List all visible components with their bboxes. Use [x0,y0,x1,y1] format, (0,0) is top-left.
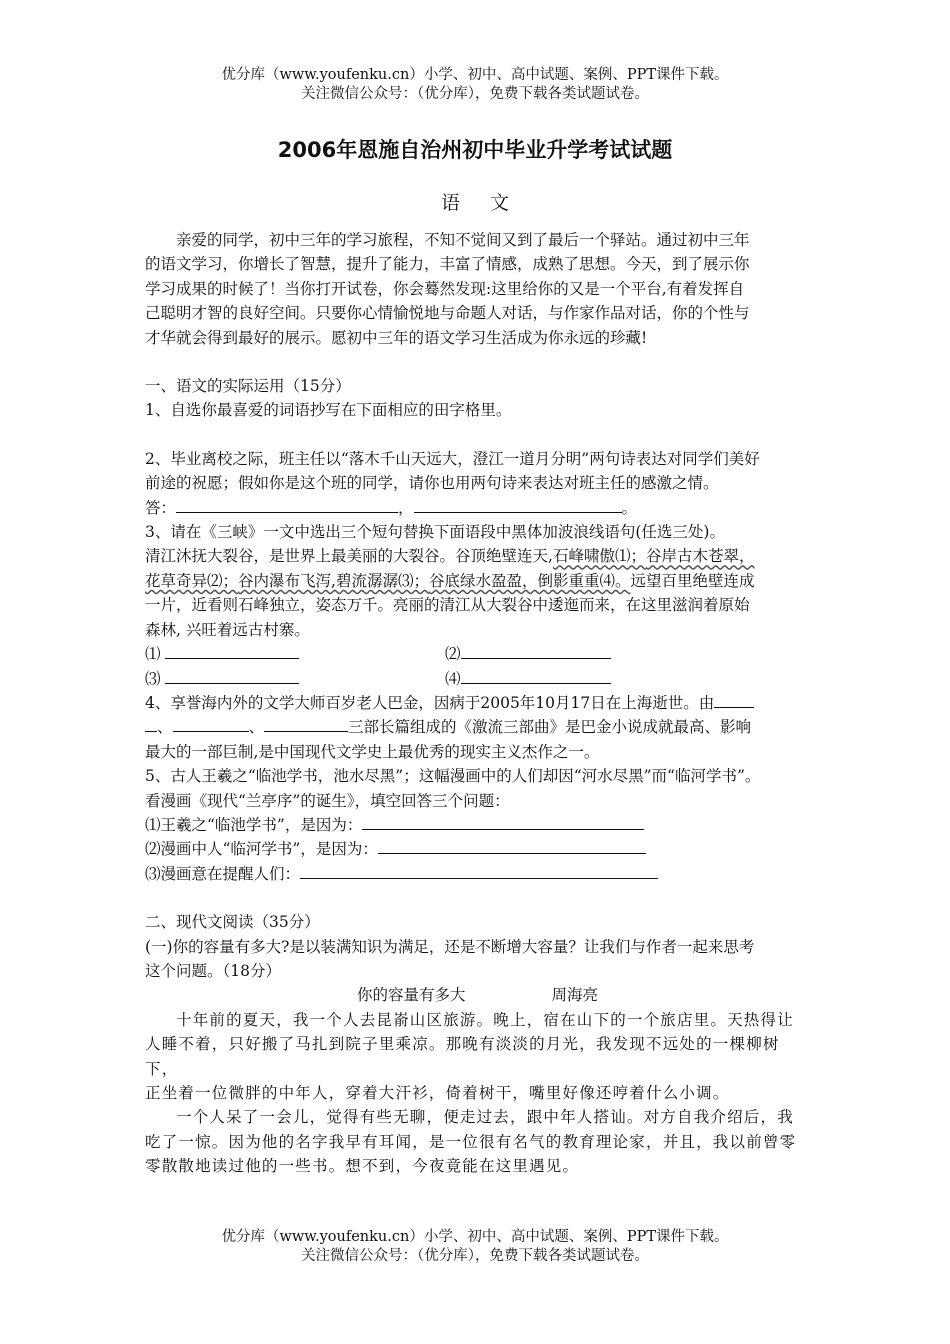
q3-text: 清江沐抚大裂谷，是世界上最美丽的大裂谷。谷顶绝壁连天, [145,547,553,566]
subject-title: 语文 [440,192,539,214]
spacer [145,350,810,374]
exam-body [145,228,810,1179]
answer-blank-2[interactable] [414,496,622,513]
q3-passage-line: 森林, 兴旺着远古村寨。 [145,620,310,639]
wavy-phrase-1: 石峰啸傲⑴； [552,547,646,566]
intro-line: 的语文学习，你增长了智慧，提升了能力，丰富了情感，成熟了思想。今天，到了展示你 [145,255,750,274]
q3-passage-line [145,544,810,568]
dunhao: 、 [248,718,265,737]
intro-line: 亲爱的同学，初中三年的学习旅程，不知不觉间又到了最后一个驿站。通过初中三年 [176,231,750,249]
q3-blank-3[interactable] [165,667,299,684]
page-header [0,66,950,104]
part1-intro: (一)你的容量有多大?是以装满知识为满足，还是不断增大容量？让我们与作者一起来思考 [145,937,755,956]
q3-answer-row [145,667,810,691]
option-label: ⑵ [445,645,461,664]
article-line: 十年前的夏天，我一个人去昆嵛山区旅游。晚上，宿在山下的一个旅店里。天热得让 [176,1010,794,1029]
exam-title: 2006年恩施自治州初中毕业升学考试试题 [277,138,673,162]
dunhao: 、 [157,718,173,737]
option-label: ⑴ [145,645,161,664]
q4-blank-3[interactable] [264,715,348,732]
page-footer [0,1228,950,1266]
q3-passage-line [145,569,810,593]
q4-blank-1[interactable] [714,691,754,708]
section2-heading: 二、现代文阅读（35分） [145,913,320,932]
intro-line: 学习成果的时候了！当你打开试卷，你会蓦然发现:这里给你的又是一个平台,有着发挥自 [145,279,745,298]
question-3: 3、请在《三峡》一文中选出三个短句替换下面语段中黑体加波浪线语句(任选三处)。 [145,523,725,542]
wavy-phrase-3: 谷内瀑布飞泻,碧流潺潺⑶； [238,571,429,590]
answer-label: 答： [145,498,177,517]
header-line-1: 优分库（www.youfenku.cn）小学、初中、高中试题、案例、PPT课件下载。 [221,67,729,83]
period: 。 [621,498,638,517]
q4-text: 三部长篇组成的《激流三部曲》是巴金小说成就最高、影响 [348,718,752,737]
intro-line: 己聪明才智的良好空间。只要你心情愉悦地与命题人对话，与作家作品对话，你的个性与 [145,304,750,323]
wavy-phrase-2: 谷岸古木苍翠， [645,547,755,566]
q3-answer-row [145,642,810,666]
intro-line: 才华就会得到最好的展示。愿初中三年的语文学习生活成为你永远的珍藏! [145,328,648,347]
q3-blank-1[interactable] [165,642,299,659]
option-label: ⑶ [145,669,161,688]
question-1: 1、自选你最喜爱的词语抄写在下面相应的田字格里。 [145,401,512,420]
footer-line-1: 优分库（www.youfenku.cn）小学、初中、高中试题、案例、PPT课件下载。 [221,1229,729,1245]
question-4-line [145,715,810,739]
spacer [145,886,810,910]
q3-text: 远望百里绝壁连成 [630,571,755,590]
article-heading [145,983,810,1007]
q5-sub-label: ⑴王羲之“临池学书”，是因为： [145,815,363,834]
article-paragraph-1 [145,1008,810,1106]
q3-blank-4[interactable] [461,667,611,684]
article-line: 吃了一惊。因为他的名字我早有耳闻，是一位很有名气的教育理论家，并且，我以前曾零 [145,1132,797,1151]
q4-text: 4、享誉海内外的文学大师百岁老人巴金，因病于2005年10月17日在上海逝世。由 [145,693,715,712]
comma: ， [398,498,414,517]
q5-sub-2 [145,837,810,861]
wavy-phrase-2b: 花草奇异⑵； [145,571,239,590]
wavy-phrase-4: 谷底绿水盈盈，倒影重重⑷。 [428,571,631,590]
article-author: 周海亮 [551,986,599,1005]
q5-sub-3 [145,862,810,886]
header-line-2: 关注微信公众号：（优分库），免费下载各类试题试卷。 [301,86,649,102]
q5-blank-1[interactable] [362,813,644,830]
article-line: 正坐着一位微胖的中年人，穿着大汗衫，倚着树干，嘴里好像还哼着什么小调。 [145,1084,730,1102]
q5-sub-label: ⑵漫画中人“临河学书”，是因为： [145,840,378,859]
q5-sub-1 [145,813,810,837]
q5-blank-2[interactable] [378,837,646,854]
question-2-answer [145,496,810,520]
question-2-line: 2、毕业离校之际，班主任以“落木千山天远大，澄江一道月分明”两句诗表达对同学们美好 [145,449,760,468]
question-2-line: 前途的祝愿；假如你是这个班的同学，请你也用两句诗来表达对班主任的感激之情。 [145,474,719,493]
question-4-line [145,691,810,715]
question-5-line: 5、古人王羲之“临池学书，池水尽黑”；这幅漫画中的人们却因“河水尽黑”而“临河学书”。 [145,767,761,786]
article-line: 人睡不着，只好搬了马扎到院子里乘凉。那晚有淡淡的月光，我发现不远处的一棵柳树下， [145,1035,780,1078]
q5-blank-3[interactable] [300,862,658,879]
footer-line-2: 关注微信公众号：（优分库），免费下载各类试题试卷。 [301,1248,649,1264]
q4-blank-1-cont[interactable] [145,715,157,732]
q4-blank-2[interactable] [173,715,249,732]
q3-blank-2[interactable] [461,642,611,659]
option-label: ⑷ [445,669,461,688]
spacer [145,423,810,447]
answer-blank-1[interactable] [176,496,398,513]
article-title: 你的容量有多大 [356,986,466,1005]
article-line: 一个人呆了一会儿，觉得有些无聊，便走过去，跟中年人搭讪。对方自我介绍后，我 [176,1108,794,1127]
q5-sub-label: ⑶漫画意在提醒人们： [145,864,301,883]
section1-heading: 一、语文的实际运用（15分） [145,377,351,396]
q3-passage-line: 一片，近看则石峰独立，姿态万千。亮丽的清江从大裂谷中逶迤而来，在这里滋润着原始 [145,596,750,615]
article-line: 零散散地读过他的一些书。想不到，今夜竟能在这里遇见。 [145,1157,580,1176]
article-paragraph-2 [145,1105,810,1178]
question-5-line: 看漫画《现代“兰亭序”的诞生》，填空回答三个问题： [145,791,510,810]
intro-paragraph [145,228,810,350]
part1-intro: 这个问题。（18分） [145,961,281,980]
question-4-line: 最大的一部巨制,是中国现代文学史上最优秀的现实主义杰作之一。 [145,742,600,761]
